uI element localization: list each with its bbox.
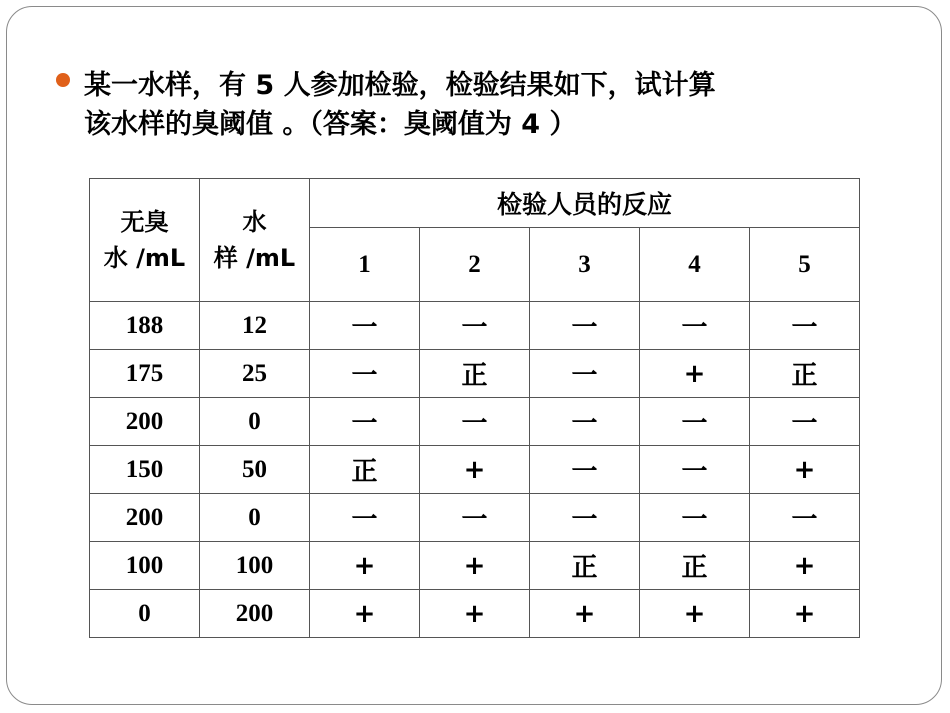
reaction-cell: + [420, 542, 530, 590]
odorless-volume-cell: 200 [90, 494, 200, 542]
reaction-cell: 一 [530, 302, 640, 350]
reaction-cell: 一 [420, 494, 530, 542]
reaction-cell: 正 [530, 542, 640, 590]
sample-volume-cell: 12 [200, 302, 310, 350]
sample-volume-cell: 50 [200, 446, 310, 494]
examiner-number-1: 1 [310, 228, 420, 302]
reaction-cell: + [640, 350, 750, 398]
odorless-volume-cell: 150 [90, 446, 200, 494]
reaction-cell: 正 [750, 350, 860, 398]
reaction-cell: 一 [310, 494, 420, 542]
reaction-cell: 一 [420, 398, 530, 446]
sample-volume-cell: 25 [200, 350, 310, 398]
table-row [90, 302, 860, 350]
table-row [90, 446, 860, 494]
reaction-cell: 一 [640, 302, 750, 350]
table-row [90, 590, 860, 638]
reaction-cell: + [420, 446, 530, 494]
reaction-cell: + [310, 590, 420, 638]
reaction-cell: 一 [640, 398, 750, 446]
header-sample-line1: 水 [242, 208, 267, 236]
reaction-cell: 一 [420, 302, 530, 350]
reaction-cell: 一 [530, 446, 640, 494]
reaction-cell: 一 [750, 398, 860, 446]
sample-volume-cell: 0 [200, 494, 310, 542]
header-sample-line2: 样 /mL [213, 244, 296, 272]
examiner-number-2: 2 [420, 228, 530, 302]
sample-volume-cell: 100 [200, 542, 310, 590]
question-line-1: 某一水样，有 5 人参加检验，检验结果如下，试计算 [84, 70, 716, 101]
reaction-cell: + [530, 590, 640, 638]
question-line-2: 该水样的臭阈值 。（答案：臭阈值为 4 ） [84, 109, 577, 140]
reaction-cell: 一 [530, 350, 640, 398]
reaction-cell: + [750, 542, 860, 590]
reaction-cell: 一 [530, 494, 640, 542]
odorless-volume-cell: 188 [90, 302, 200, 350]
bullet-dot [56, 73, 70, 87]
table-row [90, 350, 860, 398]
reaction-cell: 正 [640, 542, 750, 590]
header-odorless-water [90, 179, 200, 302]
reaction-cell: 一 [640, 494, 750, 542]
reaction-cell: 正 [310, 446, 420, 494]
reaction-cell: 一 [640, 446, 750, 494]
sample-volume-cell: 200 [200, 590, 310, 638]
odorless-volume-cell: 200 [90, 398, 200, 446]
reaction-cell: 正 [420, 350, 530, 398]
examiner-number-5: 5 [750, 228, 860, 302]
examiner-number-4: 4 [640, 228, 750, 302]
examiner-number-3: 3 [530, 228, 640, 302]
sample-volume-cell: 0 [200, 398, 310, 446]
reaction-cell: 一 [530, 398, 640, 446]
reaction-cell: 一 [750, 494, 860, 542]
table-row [90, 398, 860, 446]
odor-test-table [89, 178, 860, 638]
reaction-cell: + [310, 542, 420, 590]
reaction-cell: 一 [310, 302, 420, 350]
question-text [84, 66, 894, 144]
header-odorless-line1: 无臭 [120, 208, 169, 236]
table-row [90, 494, 860, 542]
table-row [90, 542, 860, 590]
header-sample-water [200, 179, 310, 302]
reaction-cell: 一 [750, 302, 860, 350]
reaction-cell: + [640, 590, 750, 638]
reaction-cell: 一 [310, 398, 420, 446]
odorless-volume-cell: 100 [90, 542, 200, 590]
reaction-cell: + [750, 590, 860, 638]
reaction-cell: + [750, 446, 860, 494]
reaction-cell: 一 [310, 350, 420, 398]
odorless-volume-cell: 0 [90, 590, 200, 638]
reaction-cell: + [420, 590, 530, 638]
header-odorless-line2: 水 /mL [103, 244, 186, 272]
header-examiner-reaction: 检验人员的反应 [310, 179, 860, 228]
odorless-volume-cell: 175 [90, 350, 200, 398]
